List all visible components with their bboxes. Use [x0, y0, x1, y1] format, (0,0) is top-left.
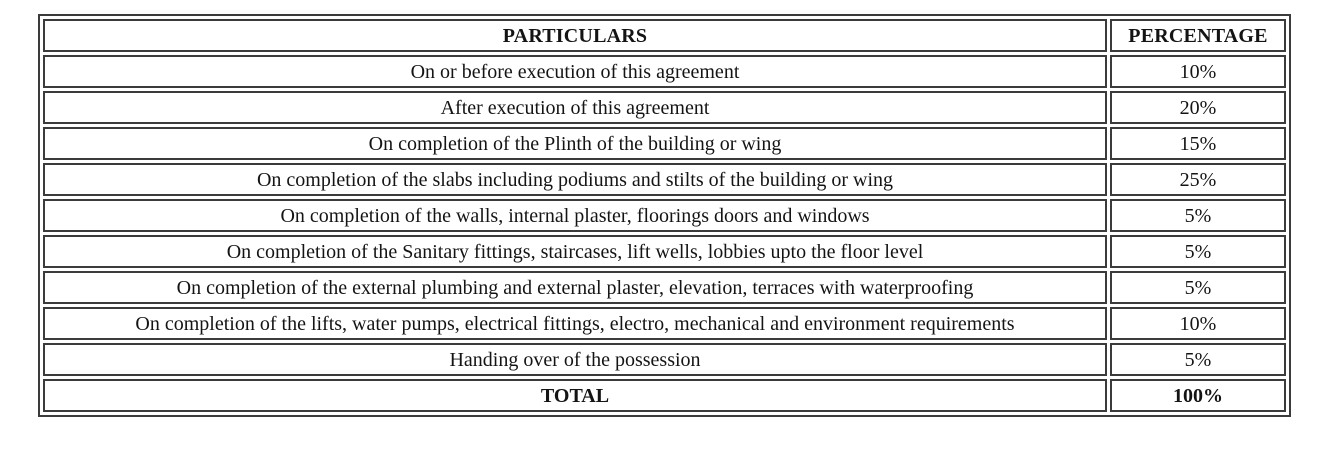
table-row — [43, 91, 1286, 124]
table-row — [43, 307, 1286, 340]
payment-schedule-table — [38, 14, 1291, 417]
percentage-column-header: PERCENTAGE — [1110, 19, 1286, 52]
particulars-cell: After execution of this agreement — [43, 91, 1107, 124]
table-row — [43, 235, 1286, 268]
table-row — [43, 271, 1286, 304]
percentage-cell: 5% — [1110, 199, 1286, 232]
total-value-cell: 100% — [1110, 379, 1286, 412]
total-label-cell: TOTAL — [43, 379, 1107, 412]
particulars-cell: On completion of the Plinth of the building or wing — [43, 127, 1107, 160]
percentage-cell: 5% — [1110, 343, 1286, 376]
table-row — [43, 127, 1286, 160]
particulars-cell: Handing over of the possession — [43, 343, 1107, 376]
table-header-row — [43, 19, 1286, 52]
percentage-cell: 10% — [1110, 307, 1286, 340]
table-row — [43, 343, 1286, 376]
table-row — [43, 163, 1286, 196]
particulars-cell: On or before execution of this agreement — [43, 55, 1107, 88]
particulars-cell: On completion of the walls, internal plaster, floorings doors and windows — [43, 199, 1107, 232]
percentage-cell: 5% — [1110, 235, 1286, 268]
percentage-cell: 25% — [1110, 163, 1286, 196]
particulars-cell: On completion of the external plumbing and external plaster, elevation, terraces with waterproofing — [43, 271, 1107, 304]
particulars-column-header: PARTICULARS — [43, 19, 1107, 52]
particulars-cell: On completion of the Sanitary fittings, staircases, lift wells, lobbies upto the floor level — [43, 235, 1107, 268]
table-row — [43, 55, 1286, 88]
particulars-cell: On completion of the lifts, water pumps, electrical fittings, electro, mechanical and environment requirements — [43, 307, 1107, 340]
percentage-cell: 20% — [1110, 91, 1286, 124]
total-row — [43, 379, 1286, 412]
percentage-cell: 5% — [1110, 271, 1286, 304]
particulars-cell: On completion of the slabs including podiums and stilts of the building or wing — [43, 163, 1107, 196]
table-row — [43, 199, 1286, 232]
percentage-cell: 10% — [1110, 55, 1286, 88]
percentage-cell: 15% — [1110, 127, 1286, 160]
